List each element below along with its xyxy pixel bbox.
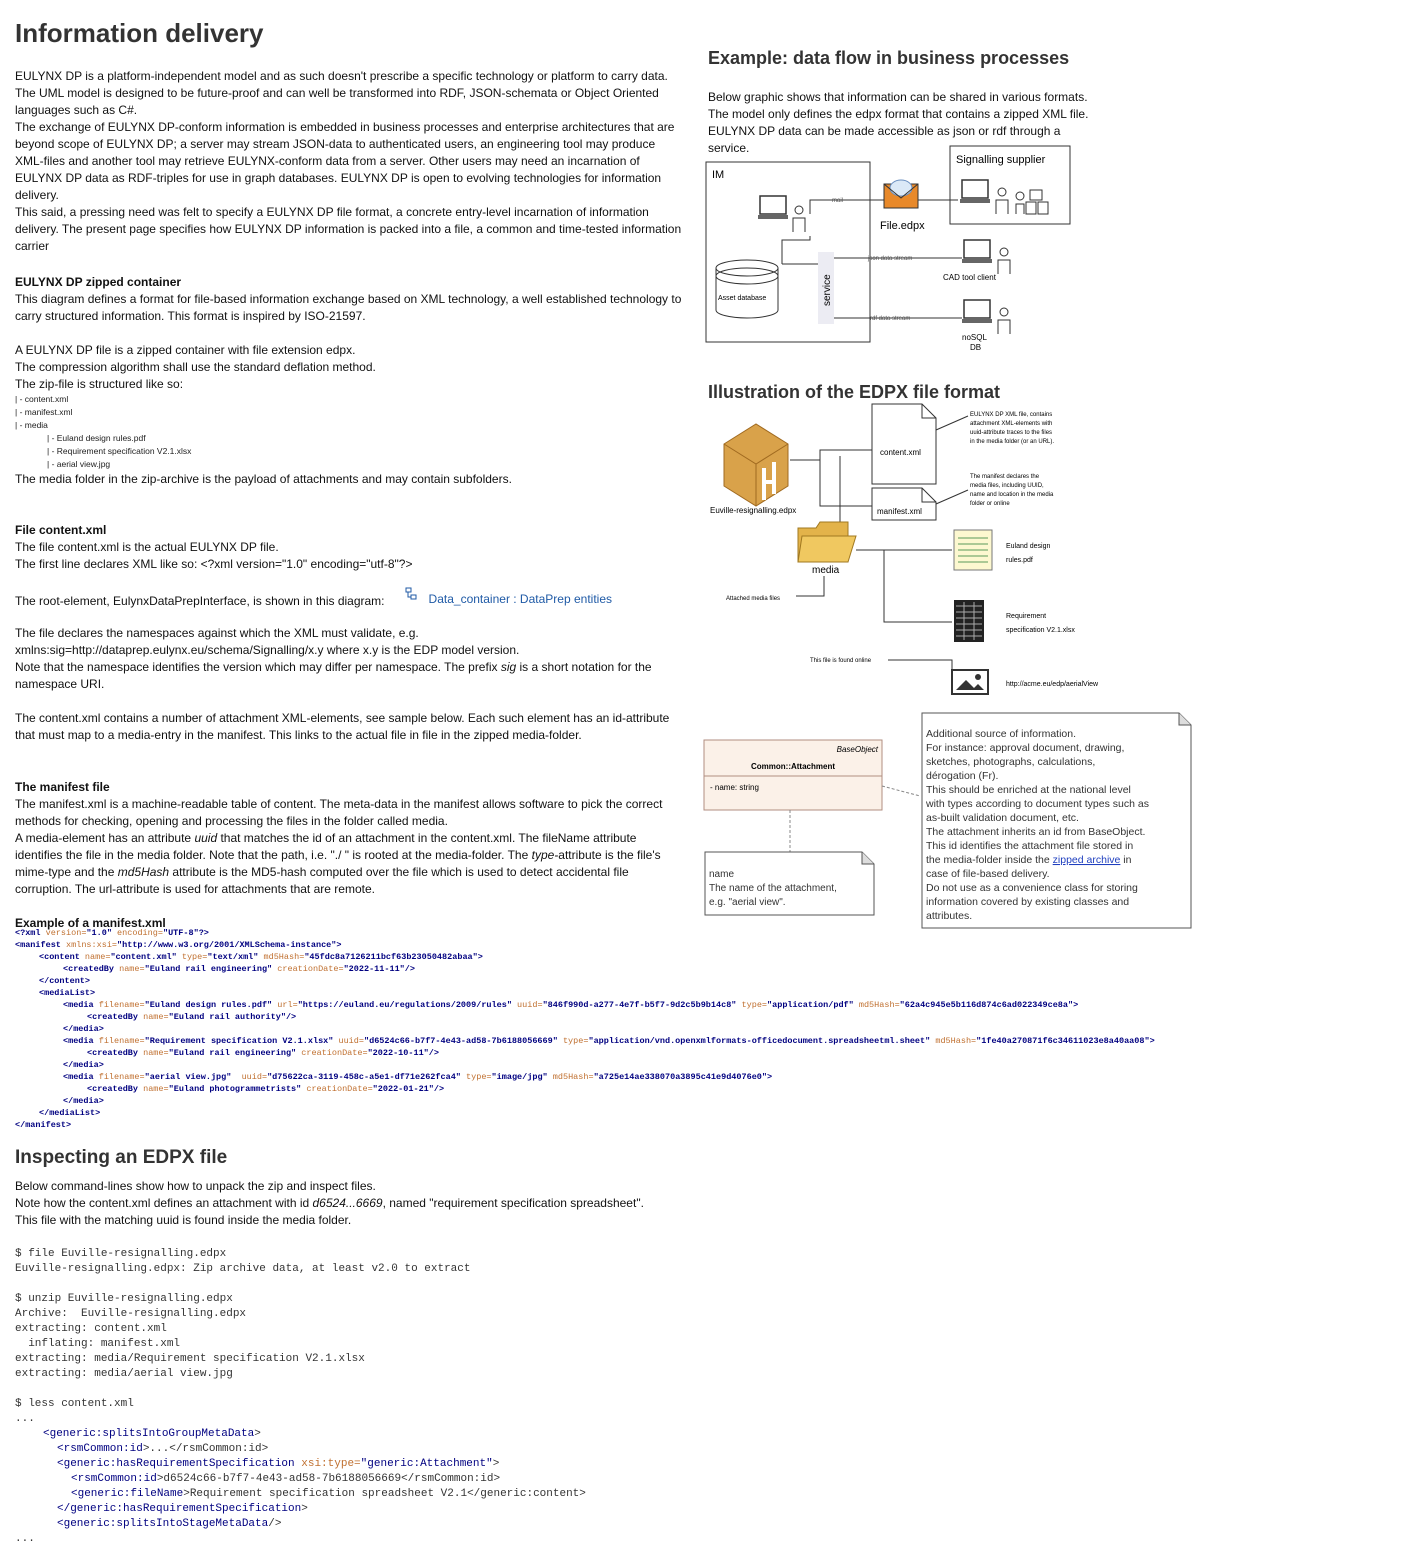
person-icon <box>998 308 1010 334</box>
package-icon <box>724 424 788 506</box>
tree-item: | - media <box>15 420 48 430</box>
cli-line: extracting: media/aerial view.jpg <box>15 1368 233 1380</box>
zipped-archive-link[interactable]: zipped archive <box>1052 854 1121 866</box>
section-heading-manifest: The manifest file <box>15 780 110 794</box>
note-line: folder or online <box>970 501 1010 507</box>
text-fragment: , named "requirement specification spreadsheet". This file with the matching uuid is found inside the media folder. <box>15 1196 644 1227</box>
note-line: dérogation (Fr). <box>926 770 999 782</box>
zipped-paragraph: The compression algorithm shall use the standard deflation method. <box>15 360 376 374</box>
text-fragment: Note that the namespace identifies the version which may differ per namespace. The prefix <box>15 660 501 674</box>
note-line: information covered by existing classes and <box>926 896 1130 908</box>
xml-line: <content name="content.xml" type="text/xml" md5Hash="45fdc8a7126211bcf63b23050482abaa"> <box>39 952 483 962</box>
inspect-paragraph <box>15 1195 655 1229</box>
nosql-label: DB <box>970 343 982 352</box>
section-heading-content: File content.xml <box>15 523 107 537</box>
pdf-file-icon <box>954 530 992 570</box>
text-fragment: md5Hash <box>117 865 170 879</box>
cli-line: $ file Euville-resignalling.edpx <box>15 1248 227 1260</box>
edpx-heading: Illustration of the EDPX file format <box>708 382 1001 402</box>
xml-line: </manifest> <box>15 1120 72 1130</box>
note-line: case of file-based delivery. <box>926 868 1050 880</box>
xml-line: </media> <box>63 1060 104 1070</box>
text-fragment: A media-element has an attribute <box>15 831 195 845</box>
xml-line: <?xml version="1.0" encoding="UTF-8"?> <box>15 928 209 938</box>
envelope-icon <box>884 180 918 208</box>
text-fragment: in <box>1120 854 1132 866</box>
note-line: For instance: approval document, drawing, <box>926 742 1125 754</box>
laptop-icon <box>962 300 992 323</box>
zipped-paragraph: The zip-file is structured like so: <box>15 377 184 391</box>
attached-label: Attached media files <box>726 596 781 602</box>
im-label: IM <box>712 169 725 181</box>
manifest-paragraph: The manifest.xml is a machine-readable table of content. The meta-data in the manifest allows software to pick the correct methods for checking, opening and processing the files in the folder called media. <box>15 797 663 828</box>
xml-line: <createdBy name="Euland rail authority"/> <box>87 1012 297 1022</box>
text-fragment: the media-folder inside the <box>926 854 1053 866</box>
note-line: name and location in the media <box>970 492 1054 498</box>
xml-line: <media filename="aerial view.jpg" uuid="d75622ca-3119-458c-a5e1-df71e262fca4" type="image/jpg" md5Hash="a725e14ae338070a3895c41e9d4076e0"> <box>63 1072 773 1082</box>
cli-xml-line: <generic:fileName>Requirement specification spreadsheet V2.1</generic:content> <box>71 1488 586 1500</box>
cli-line: $ unzip Euville-resignalling.edpx <box>15 1293 233 1305</box>
manifest-paragraph <box>15 830 685 898</box>
text-fragment: Note how the content.xml defines an attachment with id <box>15 1196 313 1210</box>
supplier-label: Signalling supplier <box>956 154 1046 166</box>
cli-line: ... <box>15 1533 35 1545</box>
pdf-label: rules.pdf <box>1006 557 1033 564</box>
xml-line: <manifest xmlns:xsi="http://www.w3.org/2001/XMLSchema-instance"> <box>15 940 342 950</box>
document-icon <box>872 404 936 484</box>
uml-class-name: Common::Attachment <box>751 762 835 771</box>
xml-line: <createdBy name="Euland photogrammetrists" creationDate="2022-01-21"/> <box>87 1084 445 1094</box>
url-label: http://acme.eu/edp/aerialView <box>1006 681 1099 688</box>
zip-tree <box>15 393 685 471</box>
note-line: media files, including UUID, <box>970 483 1044 489</box>
xml-line: </media> <box>63 1096 104 1106</box>
xml-line: <createdBy name="Euland rail engineering" creationDate="2022-10-11"/> <box>87 1048 439 1058</box>
note-line: The name of the attachment, <box>709 883 837 894</box>
intro-paragraph: This said, a pressing need was felt to specify a EULYNX DP file format, a concrete entry-level incarnation of information delivery. The present page specifies how EULYNX DP information is packed into a file, a common and time-tested information carrier <box>15 205 682 253</box>
dataflow-paragraph: Below graphic shows that information can be shared in various formats. The model only defines the edpx format that contains a zipped XML file. EULYNX DP data can be made accessible as json or rdf through a service. <box>708 90 1089 155</box>
dataflow-heading: Example: data flow in business processes <box>708 48 1070 68</box>
note-line: as-built validation document, etc. <box>926 812 1079 824</box>
inspect-section <box>15 1146 655 1229</box>
root-element-text: The root-element, EulynxDataPrepInterface, is shown in this diagram: <box>15 594 385 608</box>
cli-xml-line: <rsmCommon:id>...</rsmCommon:id> <box>57 1443 269 1455</box>
cli-line: Euville-resignalling.edpx: Zip archive data, at least v2.0 to extract <box>15 1263 471 1275</box>
diagram-link-icon <box>405 587 417 601</box>
rdf-label: rdf data stream <box>870 316 911 322</box>
xlsx-label: Requirement <box>1006 613 1047 620</box>
diagram-link[interactable]: Data_container : DataPrep entities <box>428 592 612 606</box>
xml-line: </content> <box>39 976 91 986</box>
text-fragment: that matches the id of an attachment in the content.xml. The fileName attribute identifies the file in the media folder. Note that the path, i.e. "./ " is rooted at the media-folder. The <box>15 831 637 862</box>
content-paragraph: The content.xml contains a number of attachment XML-elements, see sample below. Each such element has an id-attribute that must map to a media-entry in the manifest. This links to the actual file in file in the zipped media-folder. <box>15 711 670 742</box>
content-paragraph: The file content.xml is the actual EULYNX DP file. <box>15 540 279 554</box>
cli-line <box>15 1277 815 1292</box>
note-line <box>926 854 1132 866</box>
xml-line: </mediaList> <box>39 1108 101 1118</box>
pdf-label: Euland design <box>1006 543 1051 550</box>
xml-line: <media filename="Euland design rules.pdf" url="https://euland.eu/regulations/2009/rules" uuid="846f990d-a277-4e7f-b5f7-9d2c5b9b14c8" type="application/pdf" md5Hash="62a4c945e5b116d874c6ad022349ce8a"> <box>63 1000 1079 1010</box>
cli-line: $ less content.xml <box>15 1398 134 1410</box>
xml-line: <createdBy name="Euland rail engineering" creationDate="2022-11-11"/> <box>63 964 415 974</box>
cli-xml-line: <generic:hasRequirementSpecification xsi:type="generic:Attachment"> <box>57 1458 500 1470</box>
image-icon <box>952 670 988 694</box>
online-label: This file is found online <box>810 658 872 664</box>
archive-label: Euville-resignalling.edpx <box>710 506 797 515</box>
cli-line: extracting: content.xml <box>15 1323 167 1335</box>
uml-diagram <box>700 708 1200 933</box>
laptop-icon <box>758 196 788 219</box>
cli-line <box>15 1382 815 1397</box>
text-fragment: is a short notation for the namespace URI. <box>15 660 652 691</box>
cli-xml-line: </generic:hasRequirementSpecification> <box>57 1503 308 1515</box>
cli-xml-line: <generic:splitsIntoGroupMetaData> <box>43 1428 261 1440</box>
file-label: File.edpx <box>880 220 925 232</box>
note-line: with types according to document types such as <box>926 798 1149 810</box>
content-paragraph <box>15 659 685 693</box>
zipped-paragraph: A EULYNX DP file is a zipped container with file extension edpx. <box>15 343 356 357</box>
content-paragraph: xmlns:sig=http://dataprep.eulynx.eu/schema/Signalling/x.y where x.y is the EDP model version. <box>15 643 520 657</box>
note-line: name <box>709 869 735 880</box>
text-fragment: type- <box>531 848 559 862</box>
note-line: attachment XML-elements with <box>970 421 1053 427</box>
json-label: json data stream <box>868 256 913 262</box>
tree-item: | - manifest.xml <box>15 407 73 417</box>
page-title: Information delivery <box>15 18 264 48</box>
text-fragment: attribute is the file's mime-type and the <box>15 848 661 879</box>
note-line: Additional source of information. <box>926 728 1076 740</box>
note-line: This should be enriched at the national level <box>926 784 1131 796</box>
note-line: The attachment inherits an id from BaseObject. <box>926 826 1146 838</box>
zipped-paragraph: This diagram defines a format for file-based information exchange based on XML technology, a well established technology to carry structured information. This format is inspired by ISO-21597. <box>15 292 682 323</box>
note-line: in the media folder (or an URL). <box>970 439 1055 445</box>
note-line: This id identifies the attachment file stored in <box>926 840 1134 852</box>
cad-label: CAD tool client <box>943 273 996 282</box>
inspect-paragraph: Below command-lines show how to unpack the zip and inspect files. <box>15 1179 376 1193</box>
spreadsheet-icon <box>954 600 984 642</box>
note-line: sketches, photographs, calculations, <box>926 756 1096 768</box>
tree-item: | - aerial view.jpg <box>47 459 111 469</box>
left-column <box>15 18 685 932</box>
content-paragraph <box>15 591 685 611</box>
tree-item: | - Requirement specification V2.1.xlsx <box>47 446 192 456</box>
zipped-paragraph: The media folder in the zip-archive is the payload of attachments and may contain subfolders. <box>15 472 512 486</box>
note-line: e.g. "aerial view". <box>709 897 786 908</box>
cli-line: extracting: media/Requirement specification V2.1.xlsx <box>15 1353 365 1365</box>
cli-output <box>15 1247 815 1547</box>
cli-line: ... <box>15 1413 35 1425</box>
manifest-xml-sample <box>15 927 1405 1131</box>
note-line: attributes. <box>926 910 973 922</box>
folder-icon <box>798 522 856 562</box>
person-icon <box>996 188 1008 214</box>
media-label: media <box>812 565 840 576</box>
database-icon <box>716 260 778 318</box>
content-paragraph: The first line declares XML like so: <?xml version="1.0" encoding="utf-8"?> <box>15 557 413 571</box>
uml-attribute: - name: string <box>710 783 759 792</box>
cli-line: Archive: Euville-resignalling.edpx <box>15 1308 247 1320</box>
mail-label: mail <box>832 198 844 204</box>
xml-line: <media filename="Requirement specification V2.1.xlsx" uuid="d6524c66-b7f7-4e43-ad58-7b6188056669" type="application/vnd.openxmlformats-officedocument.spreadsheetml.sheet" md5Hash="1fe40a270871f6c34611023e8a40aa08"> <box>63 1036 1155 1046</box>
text-fragment: sig <box>500 660 517 674</box>
manifest-xml-label: manifest.xml <box>877 507 922 516</box>
text-fragment: uuid <box>194 831 218 845</box>
content-paragraph: The file declares the namespaces against which the XML must validate, e.g. <box>15 626 419 640</box>
laptop-icon <box>960 180 990 203</box>
note-line: uuid-attribute traces to the files <box>970 430 1053 436</box>
text-fragment: d6524...6669 <box>312 1196 383 1210</box>
cli-xml-line: <generic:splitsIntoStageMetaData/> <box>57 1518 282 1530</box>
example-heading: Example of a manifest.xml <box>15 916 166 930</box>
person-icon <box>793 206 805 232</box>
inspect-heading: Inspecting an EDPX file <box>15 1147 228 1168</box>
nosql-label: noSQL <box>962 333 987 342</box>
xml-line: <mediaList> <box>39 988 96 998</box>
laptop-icon <box>962 240 992 263</box>
edpx-diagram <box>700 400 1120 700</box>
dataflow-diagram <box>700 140 1080 360</box>
section-heading-zipped: EULYNX DP zipped container <box>15 275 182 289</box>
tree-item: | - content.xml <box>15 394 69 404</box>
note-line: EULYNX DP XML file, contains <box>970 412 1053 418</box>
xml-line: </media> <box>63 1024 104 1034</box>
cli-xml <box>15 1427 815 1532</box>
uml-stereotype: BaseObject <box>836 745 878 754</box>
xlsx-label: specification V2.1.xlsx <box>1006 627 1075 634</box>
tree-item: | - Euland design rules.pdf <box>47 433 146 443</box>
content-xml-label: content.xml <box>880 448 921 457</box>
cli-line: inflating: manifest.xml <box>15 1338 181 1350</box>
intro-paragraph: EULYNX DP is a platform-independent model and as such doesn't prescribe a specific technology or platform to carry data. The UML model is designed to be future-proof and can well be transformed into RDF, JSON-schemata or Object Oriented languages such as C#. <box>15 69 668 117</box>
person-icon <box>998 248 1010 274</box>
asset-label: Asset database <box>718 295 767 302</box>
intro-paragraph: The exchange of EULYNX DP-conform information is embedded in business processes and enterprise architectures that are beyond scope of EULYNX DP; a server may stream JSON-data to authenticated users, an engineering tool may produce XML-files and another tool may retrieve EULYNX-conform data from a server. Other users may need an incarnation of EULYNX DP data as RDF-triples for use in graph databases. EULYNX DP is open to evolving technologies for information delivery. <box>15 120 675 202</box>
cli-xml-line: <rsmCommon:id>d6524c66-b7f7-4e43-ad58-7b6188056669</rsmCommon:id> <box>71 1473 501 1485</box>
note-line: Do not use as a convenience class for storing <box>926 882 1138 894</box>
text-fragment: attribute is the MD5-hash computed over the file which is used to detect accidental file corruption. The url-attribute is used for attachments that are remote. <box>15 865 629 896</box>
note-line: The manifest declares the <box>970 474 1040 480</box>
service-label: service <box>822 274 833 306</box>
group-icon <box>1016 190 1048 214</box>
